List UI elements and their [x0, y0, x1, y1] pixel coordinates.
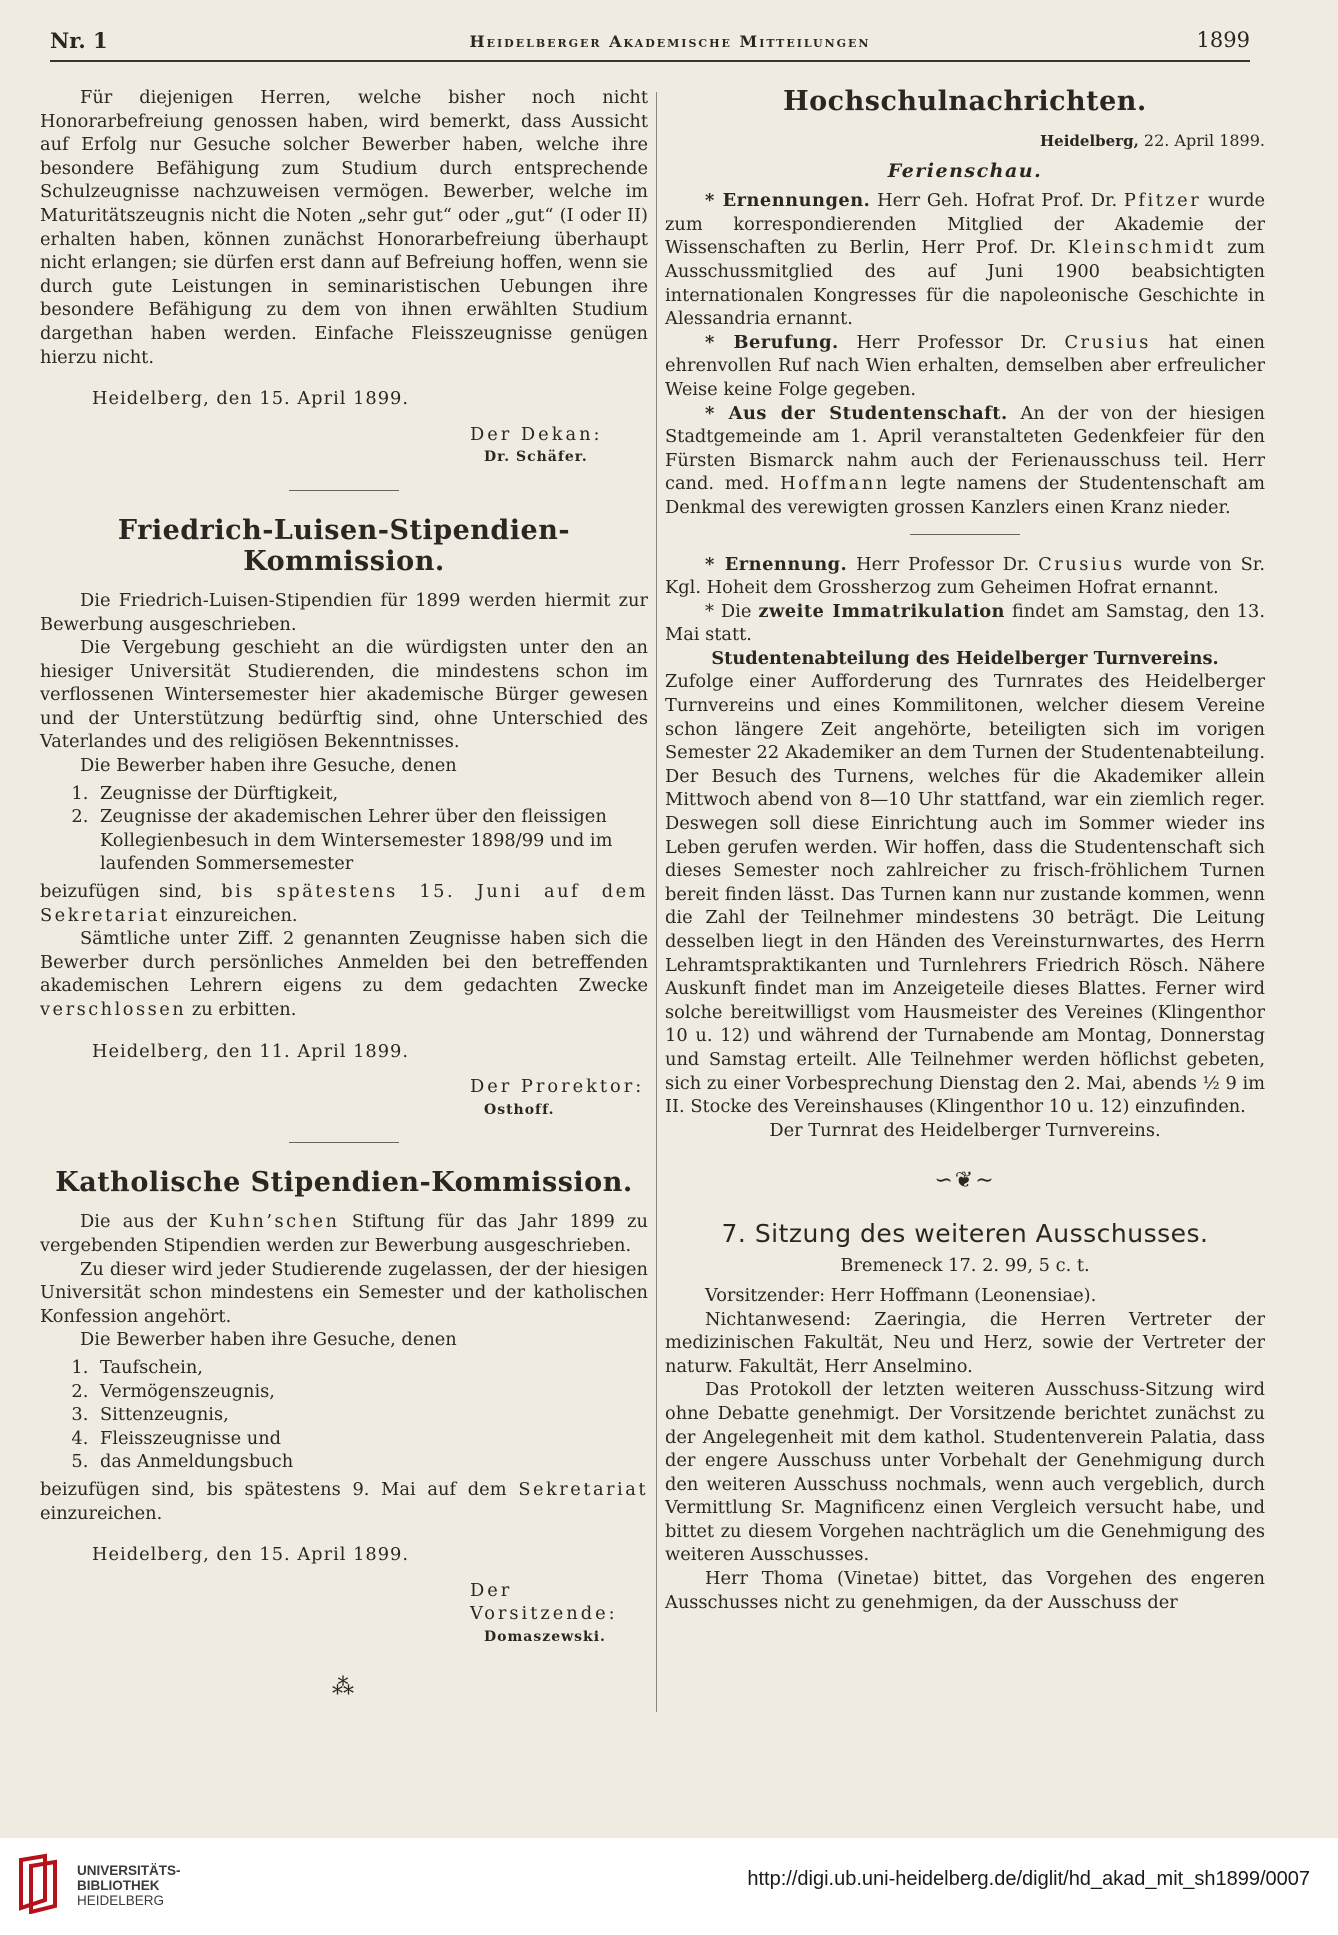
katholische-paragraph-1 [40, 1210, 648, 1257]
item-lead: zweite Immatrikulation [758, 600, 1005, 622]
friedrich-paragraph-4 [40, 880, 648, 927]
page-header [50, 24, 1250, 62]
list-item: 1. Taufschein, [94, 1356, 648, 1380]
hochschulnachrichten-heading: Hochschulnachrichten. [783, 86, 1147, 117]
sitzung-heading: 7. Sitzung des weiteren Ausschusses. [721, 1219, 1209, 1249]
library-logo-text [77, 1863, 181, 1908]
vorsitzende-signature-label: Der Vorsitzende: [470, 1579, 618, 1625]
sitzung-subheading: Bremeneck 17. 2. 99, 5 c. t. [840, 1255, 1090, 1277]
vorsitzende-place-date: Heidelberg, den 15. April 1899. [92, 1544, 409, 1566]
sitzung-paragraph-2: Nichtanwesend: Zaeringia, die Herren Vertreter der medizinischen Fakultät, Neu und Herz, sowie der Vertreter der naturw. Fakultät, Herr Anselmino. [665, 1308, 1265, 1377]
text-run: Herr Geh. Hofrat Prof. Dr. [877, 190, 1118, 212]
list-item: 1. Zeugnisse der Dürftigkeit, [94, 782, 648, 806]
dateline-place: Heidelberg, [1040, 132, 1139, 150]
text-run: legte namens der Studentenschaft am Denkmal des verewigten grossen Kanzlers einen Kranz nieder. [665, 473, 1266, 518]
ernennung-item [665, 553, 1265, 600]
spaced-text: verschlossen [40, 999, 187, 1020]
dekan-signature-label: Der Dekan: [470, 423, 603, 445]
friedrich-paragraph-5 [40, 927, 648, 1021]
spaced-text: bis spätestens 15. Juni auf dem Sekretariat [40, 881, 648, 926]
spaced-text: Crusius [1038, 553, 1125, 575]
friedrich-requirements-list [40, 782, 648, 876]
logo-line: BIBLIOTHEK [77, 1878, 160, 1893]
text-run: wurde von Sr. Kgl. Hoheit dem Grossherzog zum Geheimen Hofrat ernannt. [665, 553, 1265, 599]
spaced-text: Pfitzer [1123, 190, 1202, 212]
katholische-heading: Katholische Stipendien-Kommission. [55, 1167, 633, 1199]
immatrikulation-item [665, 600, 1265, 647]
prorektor-place-date: Heidelberg, den 11. April 1899. [92, 1040, 409, 1062]
text-run: hat einen ehrenvollen Ruf nach Wien erhalten, demselben aber erfreulicher Weise keine Folge gegeben. [665, 331, 1265, 400]
publication-year: 1899 [1196, 28, 1250, 52]
library-logo-icon [15, 1852, 61, 1914]
turnverein-text: Zufolge einer Aufforderung des Turnrates des Heidelberger Turnvereins und eines Kommilitonen, welcher diesem Vereine schon längere Zeit angehörte, beteiligten sich im vorigen Semester 22 Akademiker an dem Turnen der Studentenabteilung. Der Besuch des Turnens, welches für die Akademiker allein Mittwoch abend von 8—10 Uhr stattfand, war ein ziemlich reger. Deswegen soll diese Einrichtung auch im Sommer wieder ins Leben gerufen werden. Wir hoffen, dass die Studentenschaft sich dieses Semester noch zahlreicher zu frisch-fröhlichem Turnen bereit finden lässt. Das Turnen kann nur zustande kommen, wenn die Zahl der Teilnehmer mindestens 30 beträgt. Die Leitung desselben liegt in den Händen des Vereinsturnwartes, des Herrn Lehramtspraktikanten und Turnlehrers Friedrich Rösch. Nähere Auskunft findet man im Anzeigeteile dieses Blattes. Ferner wird solche bereitwilligst vom Hausmeister des Vereines (Klingenthor 10 u. 12) und während der Turnabende am Montag, Donnerstag und Samstag erteilt. Alle Teilnehmer werden höflichst gebeten, sich zu einer Vorbesprechung Dienstag den 2. Mai, abends ½ 9 im II. Stocke des Vereinshauses (Klingenthor 10 u. 12) einzufinden. [665, 671, 1265, 1118]
item-lead: * Berufung. [705, 331, 839, 353]
sitzung-paragraph-1: Vorsitzender: Herr Hoffmann (Leonensiae). [705, 1284, 1097, 1306]
issue-number: Nr. 1 [50, 28, 108, 53]
studentenschaft-item [665, 402, 1265, 520]
logo-line: UNIVERSITÄTS- [77, 1863, 181, 1878]
text-run: wurde zum korrespondierenden Mitglied der Akademie der Wissenschaften zu Berlin, Herr Prof. Dr. [665, 190, 1266, 259]
sitzung-paragraph-4: Herr Thoma (Vinetae) bittet, das Vorgehen des engeren Ausschusses nicht zu genehmigen, da der Ausschuss der [665, 1568, 1265, 1613]
prorektor-signature-label: Der Prorektor: [470, 1076, 645, 1098]
honorarbefreiung-notice: Für diejenigen Herren, welche bisher noch nicht Honorarbefreiung genossen haben, wird bemerkt, dass Aussicht auf Erfolg nur Gesuche solcher Bewerber haben, welche ihre besondere Befähigung zum Studium durch entsprechende Schulzeugnisse nachzuweisen vermögen. Bewerber, welche im Maturitätszeugnis nicht die Noten „sehr gut“ oder „gut“ (I oder II) erhalten haben, können zunächst Honorarbefreiung überhaupt nicht erlangen; sie dürfen erst dann auf Befreiung hoffen, wenn sie durch gute Leistungen in seminaristischen Uebungen ihre besondere Befähigung zu dem von ihnen erwählten Studium dargethan haben werden. Einfache Fleisszeugnisse genügen hierzu nicht. [40, 87, 648, 368]
text-run: zu erbitten. [191, 999, 297, 1020]
text-run: zum Ausschussmitglied des auf Juni 1900 beabsichtigten internationalen Kongresses für die napoleonische Geschichte in Alessandria ernannt. [665, 237, 1265, 330]
text-run: findet am Samstag, den 13. Mai statt. [665, 600, 1265, 646]
friedrich-paragraph-1: Die Friedrich-Luisen-Stipendien für 1899 werden hiermit zur Bewerbung ausgeschrieben. [40, 589, 648, 635]
berufung-item [665, 331, 1265, 402]
text-run: Sämtliche unter Ziff. 2 genannten Zeugnisse haben sich die Bewerber durch persönliches Anmelden bei den betreffenden akademischen Lehrern eigens zu dem gedachten Zwecke [40, 928, 648, 997]
item-lead: * Ernennungen. [705, 190, 871, 212]
turnverein-heading: Studentenabteilung des Heidelberger Turnvereins. [711, 647, 1219, 669]
dateline-date: 22. April 1899. [1143, 131, 1265, 150]
section-rule [910, 534, 1020, 535]
text-run: Die aus der [80, 1211, 197, 1233]
column-divider [656, 92, 657, 1712]
spaced-text: Hoffmann [780, 473, 890, 495]
right-column [665, 86, 1265, 1614]
friedrich-paragraph-3: Die Bewerber haben ihre Gesuche, denen [80, 755, 457, 777]
prorektor-signature-name: Osthoff. [484, 1101, 555, 1118]
friedrich-luisen-heading: Friedrich-Luisen-Stipendien-Kommission. [117, 514, 571, 577]
text-run: Herr Professor Dr. [856, 331, 1047, 353]
viewer-footer [0, 1838, 1338, 1935]
spaced-text: Kleinschmidt [1067, 237, 1216, 259]
spaced-text: Sekretariat [518, 1478, 648, 1500]
ornament-icon: ⁂ [332, 1675, 356, 1701]
ferienschau-heading: Ferienschau. [887, 159, 1043, 182]
ernennungen-item [665, 189, 1265, 331]
sitzung-paragraph-3: Das Protokoll der letzten weiteren Ausschuss-Sitzung wird ohne Debatte genehmigt. Der Vorsitzende berichtet zunächst zu der Angelegenheit mit dem kathol. Studentenverein Palatia, dass der engere Ausschuss unter Vorbehalt der Genehmigung durch den weiteren Ausschuss nochmals, wenn auch vergeblich, durch Vermittlung Sr. Magnificenz einen Vergleich versucht habe, und bittet zu diesem Vorgehen nachträglich um die Genehmigung des weiteren Ausschusses. [665, 1379, 1265, 1566]
text-run: beizufügen sind, [40, 881, 203, 903]
katholische-paragraph-4 [40, 1478, 648, 1525]
item-lead: * Ernennung. [705, 553, 848, 575]
text-run: Stiftung für das Jahr 1899 zu vergebenden Stipendien werden zur Bewerbung ausgeschrieben. [40, 1211, 648, 1256]
list-item: 5. das Anmeldungsbuch [94, 1450, 648, 1474]
section-rule [289, 490, 399, 491]
text-run: beizufügen sind, bis spätestens 9. Mai auf dem [40, 1478, 507, 1500]
ornament-icon: ∽❦∼ [934, 1168, 996, 1194]
dekan-signature-name: Dr. Schäfer. [484, 449, 588, 466]
text-run: * Die [705, 600, 752, 622]
left-column [40, 86, 648, 1726]
dateline [665, 129, 1265, 154]
katholische-paragraph-3: Die Bewerber haben ihre Gesuche, denen [80, 1329, 457, 1351]
text-run: An der von der hiesigen Stadtgemeinde am 1. April veranstalteten Gedenkfeier für den Fürsten Bismarck nahm auch der Ferienausschuss teil. Herr cand. med. [665, 402, 1266, 495]
publication-title: Heidelberger Akademische Mitteilungen [469, 32, 871, 51]
spaced-text: Crusius [1064, 331, 1151, 353]
text-run: einzureichen. [175, 904, 298, 926]
friedrich-paragraph-2: Die Vergebung geschieht an die würdigsten unter den an hiesiger Universität Studierenden, die mindestens schon im verflossenen Wintersemester hier akademische Bürger gewesen und der Unterstützung bedürftig sind, ohne Unterschied des Vaterlandes und des religiösen Bekenntnisses. [40, 637, 648, 753]
katholische-requirements-list [40, 1356, 648, 1474]
logo-line: HEIDELBERG [77, 1893, 165, 1908]
source-url[interactable]: http://digi.ub.uni-heidelberg.de/diglit/hd_akad_mit_sh1899/0007 [747, 1868, 1310, 1890]
list-item: 3. Sittenzeugnis, [94, 1403, 648, 1427]
dekan-place-date: Heidelberg, den 15. April 1899. [92, 388, 409, 410]
section-rule [289, 1142, 399, 1143]
turnverein-signature: Der Turnrat des Heidelberger Turnvereins. [769, 1119, 1161, 1141]
list-item: 2. Vermögenszeugnis, [94, 1380, 648, 1404]
katholische-paragraph-2: Zu dieser wird jeder Studierende zugelassen, der der hiesigen Universität schon mindestens ein Semester und der katholischen Konfession angehört. [40, 1258, 648, 1327]
spaced-text: Kuhn’schen [209, 1211, 340, 1233]
list-item: 4. Fleisszeugnisse und [94, 1427, 648, 1451]
item-lead: * Aus der Studentenschaft. [705, 402, 1008, 424]
text-run: einzureichen. [40, 1502, 163, 1524]
list-item: 2. Zeugnisse der akademischen Lehrer über den fleissigen Kollegienbesuch in dem Wintersemester 1898/99 und im laufenden Sommersemester [94, 805, 648, 876]
vorsitzende-signature-name: Domaszewski. [484, 1628, 606, 1645]
text-run: Herr Professor Dr. [856, 553, 1030, 575]
